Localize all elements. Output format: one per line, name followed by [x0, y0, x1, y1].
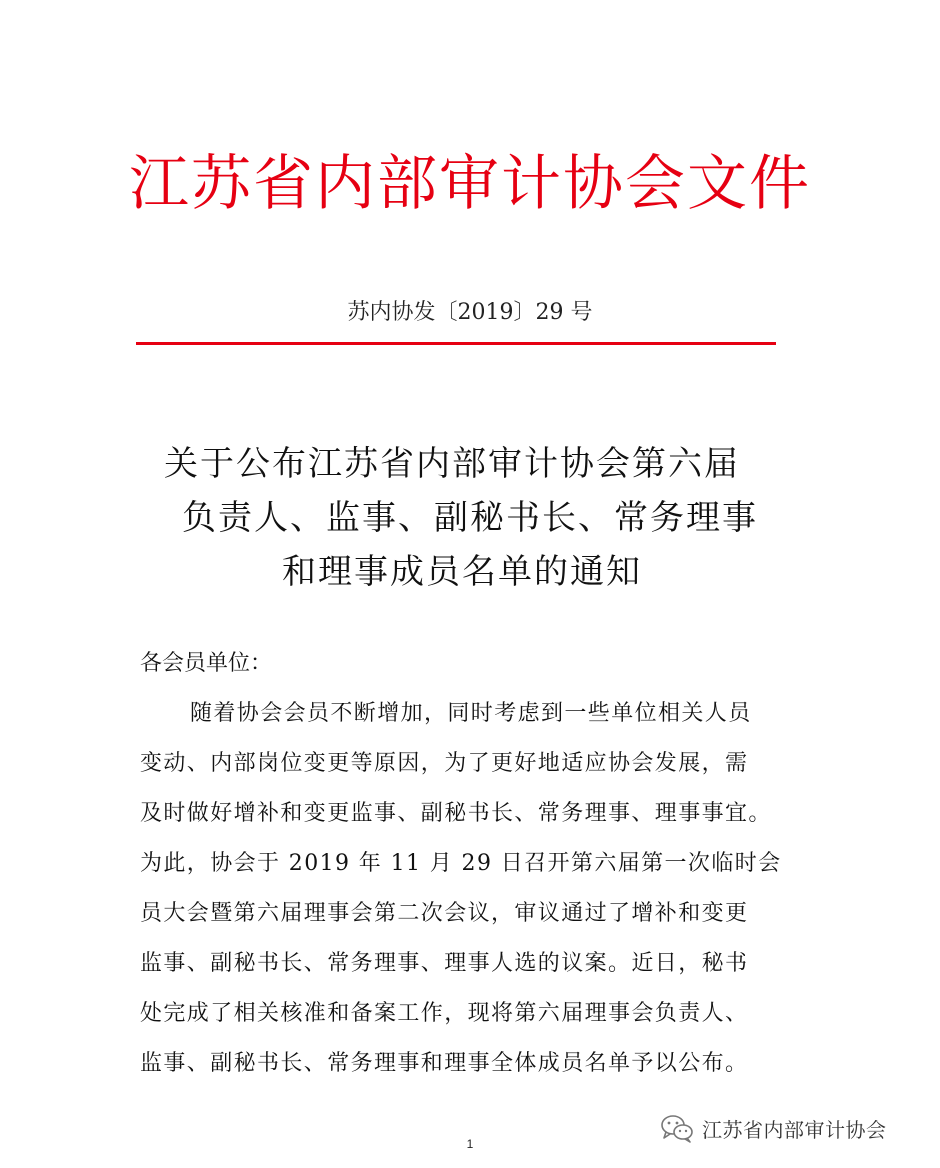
- page-number: 1: [466, 1137, 474, 1151]
- watermark-text: 江苏省内部审计协会: [702, 1117, 887, 1142]
- body-line: 处完成了相关核准和备案工作，现将第六届理事会负责人、: [140, 1001, 749, 1026]
- body-line: 变动、内部岗位变更等原因，为了更好地适应协会发展，需: [140, 751, 749, 776]
- body-line: 监事、副秘书长、常务理事和理事全体成员名单予以公布。: [140, 1051, 749, 1076]
- notice-title-line: 和理事成员名单的通知: [282, 552, 642, 592]
- body-line: 为此，协会于 2019 年 11 月 29 日召开第六届第一次临时会: [140, 851, 782, 876]
- body-line: 员大会暨第六届理事会第二次会议，审议通过了增补和变更: [140, 901, 749, 926]
- salutation: 各会员单位：: [140, 651, 273, 676]
- body-line: 监事、副秘书长、常务理事、理事人选的议案。近日，秘书: [140, 951, 749, 976]
- notice-title-line: 关于公布江苏省内部审计协会第六届: [164, 444, 740, 484]
- wechat-watermark: [660, 1108, 887, 1148]
- body-line: 及时做好增补和变更监事、副秘书长、常务理事、理事事宜。: [140, 801, 772, 826]
- document-masthead: 江苏省内部审计协会文件: [129, 149, 811, 219]
- notice-title-line: 负责人、监事、副秘书长、常务理事: [182, 498, 758, 538]
- body-line: 随着协会会员不断增加，同时考虑到一些单位相关人员: [190, 701, 752, 726]
- wechat-icon: [660, 1113, 694, 1143]
- red-divider-line: [136, 342, 776, 345]
- document-number: 苏内协发〔2019〕29 号: [347, 300, 593, 325]
